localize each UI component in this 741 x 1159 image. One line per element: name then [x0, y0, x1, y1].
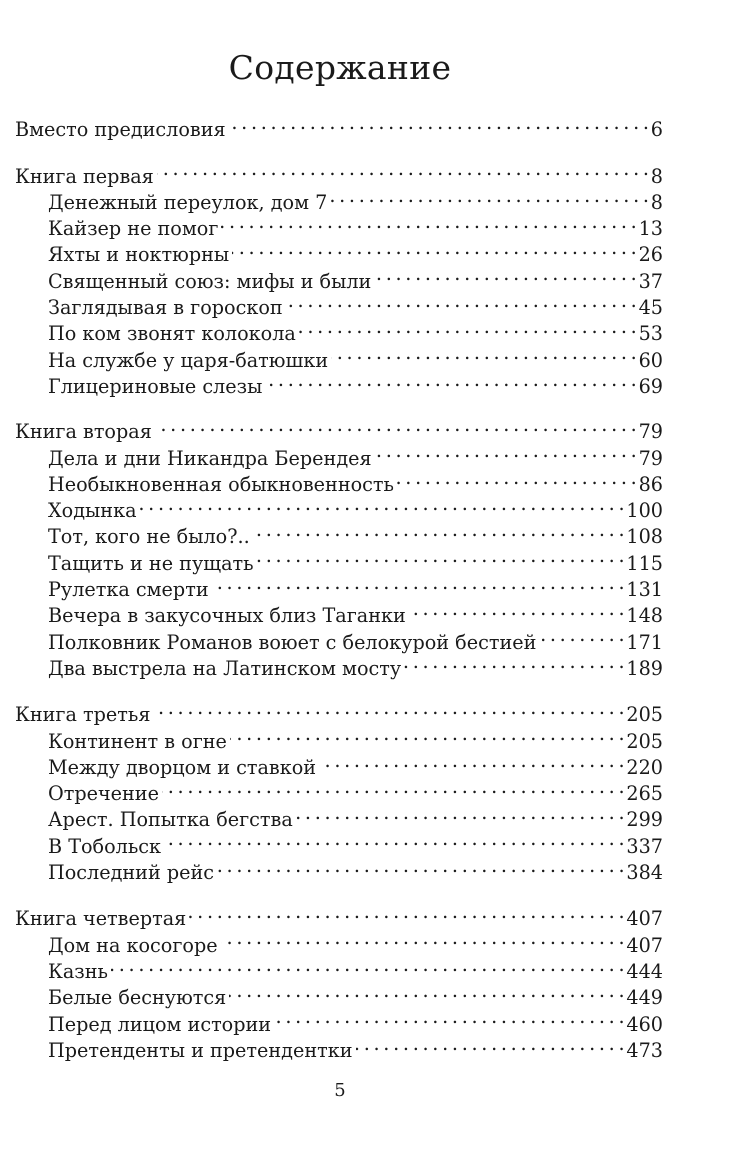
dot-leader — [404, 649, 623, 675]
toc-section-page: 407 — [626, 907, 663, 931]
dot-leader — [189, 899, 623, 925]
dot-leader — [230, 721, 623, 747]
dot-leader — [265, 367, 635, 393]
dot-leader — [356, 1031, 624, 1057]
toc-entry-title: Претенденты и претендентки — [48, 1038, 353, 1062]
dot-leader — [286, 288, 636, 314]
toc-entry-page: 171 — [626, 630, 663, 654]
toc-entry-title: Рулетка смерти — [48, 578, 209, 602]
toc-entry-page: 53 — [638, 322, 663, 346]
dot-leader — [221, 925, 624, 951]
dot-leader — [397, 465, 636, 491]
dot-leader — [229, 110, 648, 136]
dot-leader — [155, 412, 636, 438]
page-title: Содержание — [228, 48, 452, 87]
toc-section-heading — [15, 899, 663, 931]
toc-entry-page: 13 — [638, 217, 663, 241]
toc-entry-page: 115 — [626, 551, 663, 575]
toc-entry-title: Денежный переулок, дом 7 — [48, 190, 328, 214]
toc-entry-title: Два выстрела на Латинском мосту — [48, 656, 402, 680]
toc-entry-page: 444 — [626, 959, 663, 983]
toc-section — [15, 412, 663, 680]
toc-section-title: Вместо предисловия — [15, 118, 226, 142]
dot-leader — [409, 596, 624, 622]
toc-entry-title: Континент в огне — [48, 729, 227, 753]
toc-entry-page: 205 — [626, 729, 663, 753]
toc-entry-page: 100 — [626, 499, 663, 523]
toc-section — [15, 899, 663, 1062]
dot-leader — [257, 543, 624, 569]
toc-entry-title: Между дворцом и ставкой — [48, 755, 317, 779]
toc-entry-title: Казнь — [48, 959, 108, 983]
toc-entry-title: Заглядывая в гороскоп — [48, 296, 283, 320]
dot-leader — [319, 748, 623, 774]
toc-entry-page: 79 — [638, 446, 663, 470]
toc-entry-title: Яхты и ноктюрны — [48, 243, 230, 267]
dot-leader — [253, 517, 624, 543]
toc-entry-title: Полковник Романов воюет с белокурой бестией — [48, 630, 537, 654]
toc-entry-title: Кайзер не помог — [48, 217, 219, 241]
toc-section-title: Книга первая — [15, 164, 154, 188]
dot-leader — [274, 1004, 623, 1030]
toc-entry-title: По ком звонят колокола — [48, 322, 296, 346]
dot-leader — [374, 261, 635, 287]
dot-leader — [296, 800, 624, 826]
toc-entry-page: 69 — [638, 374, 663, 398]
toc-entry-page: 460 — [626, 1012, 663, 1036]
toc-entry-page: 384 — [626, 861, 663, 885]
toc-entry-page: 189 — [626, 656, 663, 680]
toc-section-title: Книга вторая — [15, 420, 152, 444]
toc-section-page: 8 — [650, 164, 663, 188]
toc-section-heading — [15, 110, 663, 142]
toc-entry-title: Дела и дни Никандра Берендея — [48, 446, 372, 470]
toc-entry-page: 148 — [626, 604, 663, 628]
toc-entry-page: 220 — [626, 755, 663, 779]
toc-entry-page: 45 — [638, 296, 663, 320]
toc-entry-page: 131 — [626, 578, 663, 602]
toc-entry-title: Арест. Попытка бегства — [48, 808, 293, 832]
dot-leader — [229, 978, 623, 1004]
toc-entry-page: 299 — [626, 808, 663, 832]
toc-entry-title: Последний рейс — [48, 861, 215, 885]
toc-entry-page: 265 — [626, 782, 663, 806]
toc-section — [15, 110, 663, 142]
toc-entry-page: 60 — [638, 348, 663, 372]
dot-leader — [140, 491, 624, 517]
dot-leader — [232, 235, 635, 261]
dot-leader — [375, 438, 636, 464]
dot-leader — [331, 340, 635, 366]
dot-leader — [330, 183, 647, 209]
toc-entry-title: Глицериновые слезы — [48, 374, 263, 398]
toc-section-title: Книга третья — [15, 703, 151, 727]
dot-leader — [212, 570, 624, 596]
toc-entry-title: Отречение — [48, 782, 159, 806]
toc-section-page: 205 — [626, 703, 663, 727]
dot-leader — [111, 952, 623, 978]
toc-entry-title: Ходынка — [48, 499, 137, 523]
toc-entry-title: Необыкновенная обыкновенность — [48, 472, 394, 496]
toc-entry-page: 407 — [626, 933, 663, 957]
toc-entry-page: 26 — [638, 243, 663, 267]
toc-entry-page: 8 — [650, 190, 663, 214]
toc-entry-title: Белые беснуются — [48, 986, 227, 1010]
toc-section-heading — [15, 412, 663, 444]
dot-leader — [217, 853, 623, 879]
dot-leader — [162, 774, 623, 800]
toc-entry-title: Перед лицом истории — [48, 1012, 272, 1036]
toc-section-heading — [15, 695, 663, 727]
toc-entry-title: В Тобольск — [48, 834, 162, 858]
toc-entry-title: Вечера в закусочных близ Таганки — [48, 604, 406, 628]
toc-entry-page: 449 — [626, 986, 663, 1010]
dot-leader — [221, 209, 635, 235]
toc-entry-page: 337 — [626, 834, 663, 858]
toc-section-heading — [15, 156, 663, 188]
dot-leader — [153, 695, 623, 721]
toc-entry-title: На службе у царя-батюшки — [48, 348, 329, 372]
dot-leader — [164, 826, 623, 852]
table-of-contents — [15, 110, 663, 1077]
toc-entry — [15, 952, 663, 983]
toc-entry-page: 473 — [626, 1038, 663, 1062]
toc-section — [15, 156, 663, 398]
page-number: 5 — [334, 1080, 346, 1101]
dot-leader — [539, 622, 623, 648]
dot-leader — [157, 156, 648, 182]
toc-section-page: 79 — [638, 420, 663, 444]
toc-section-title: Книга четвертая — [15, 907, 187, 931]
toc-entry-title: Тащить и не пущать — [48, 551, 254, 575]
toc-section-page: 6 — [650, 118, 663, 142]
toc-entry-title: Священный союз: мифы и были — [48, 269, 372, 293]
toc-entry-page: 86 — [638, 472, 663, 496]
toc-entry-title: Дом на косогоре — [48, 933, 218, 957]
dot-leader — [299, 314, 636, 340]
toc-section — [15, 695, 663, 885]
toc-entry — [15, 978, 663, 1010]
toc-entry-page: 37 — [638, 269, 663, 293]
toc-entry-page: 108 — [626, 525, 663, 549]
toc-entry-title: Тот, кого не было?.. — [48, 525, 250, 549]
